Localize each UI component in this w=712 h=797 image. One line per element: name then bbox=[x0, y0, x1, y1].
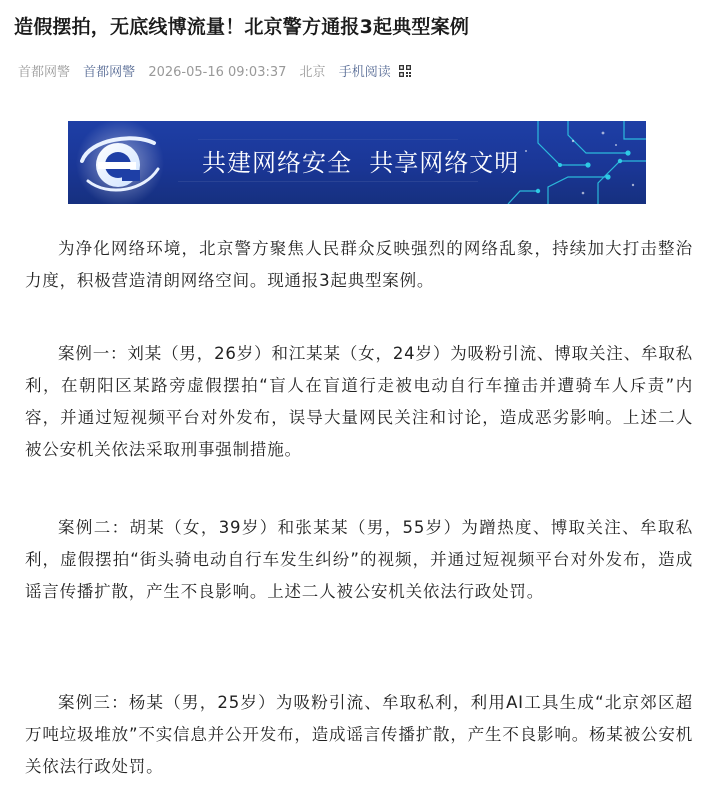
paragraph-intro: 为净化网络环境，北京警方聚焦人民群众反映强烈的网络乱象，持续加大打击整治力度，积极营造清朗网络空间。现通报3起典型案例。 bbox=[25, 239, 693, 290]
paragraph-case-1: 案例一：刘某（男，26岁）和江某某（女，24岁）为吸粉引流、博取关注、牟取私利，在朝阳区某路旁虚假摆拍“盲人在盲道行走被电动自行车撞击并遭骑车人斥责”内容，并通过短视频平台对外发布，误导大量网民关注和讨论，造成恶劣影响。上述二人被公安机关依法采取刑事强制措施。 bbox=[25, 344, 693, 459]
paragraph-case-3: 案例三：杨某（男，25岁）为吸粉引流、牟取私利，利用AI工具生成“北京郊区超万吨垃圾堆放”不实信息并公开发布，造成谣言传播扩散，产生不良影响。杨某被公安机关依法行政处罚。 bbox=[25, 693, 693, 776]
publish-datetime: 2026-05-16 09:03:37 bbox=[148, 65, 287, 80]
source-label: 首都网警 bbox=[18, 65, 71, 80]
paragraph-case-2: 案例二：胡某（女，39岁）和张某某（男，55岁）为蹭热度、博取关注、牟取私利，虚假摆拍“街头骑电动自行车发生纠纷”的视频，并通过短视频平台对外发布，造成谣言传播扩散，产生不良影响。上述二人被公安机关依法行政处罚。 bbox=[25, 518, 693, 601]
author-link[interactable]: 首都网警 bbox=[83, 65, 136, 80]
article-meta bbox=[18, 62, 411, 84]
article-title: 造假摆拍，无底线博流量！北京警方通报3起典型案例 bbox=[14, 16, 470, 38]
publish-location: 北京 bbox=[299, 65, 326, 80]
banner bbox=[68, 121, 646, 204]
circuit-decoration bbox=[508, 121, 646, 204]
banner-slogan: 共建网络安全 共享网络文明 bbox=[202, 149, 520, 177]
read-on-mobile-link[interactable]: 手机阅读 bbox=[338, 65, 391, 80]
qr-code-icon[interactable] bbox=[399, 65, 411, 77]
